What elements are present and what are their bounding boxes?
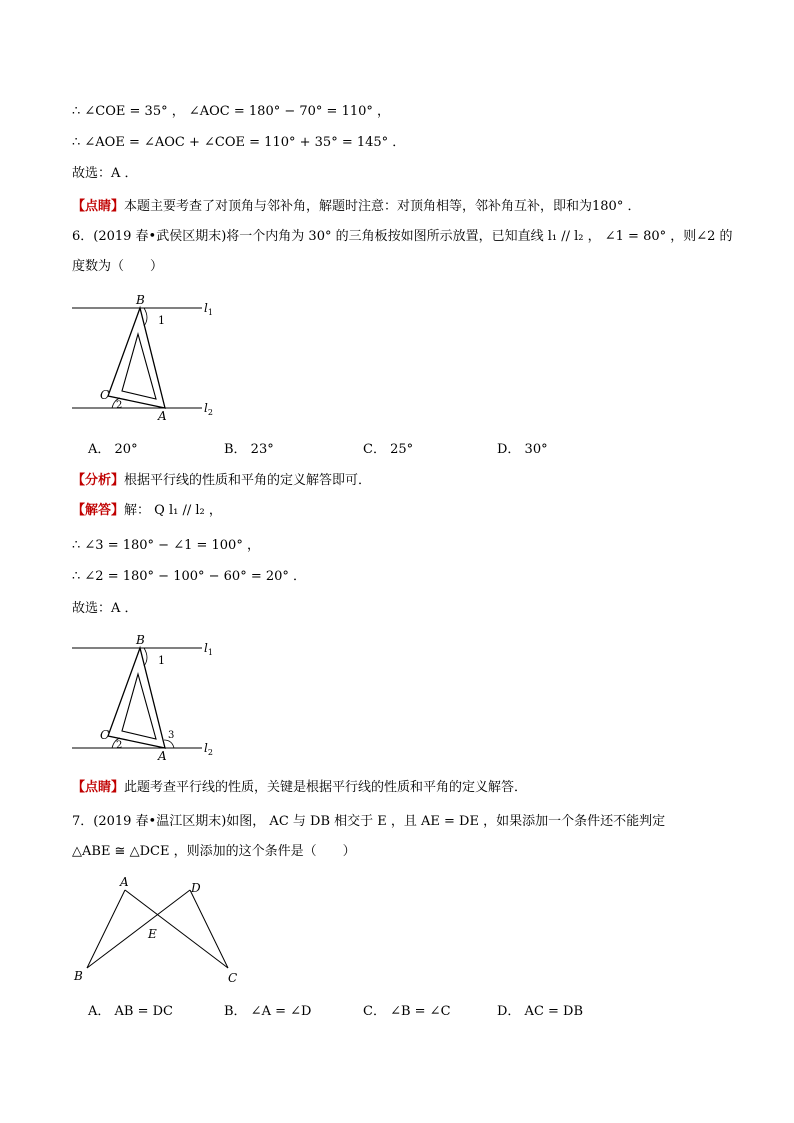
- label-A: A: [158, 749, 167, 763]
- q6-figure-2: [60, 628, 240, 768]
- q7-stem-line2: △ABE ≅ △DCE ，则添加的这个条件是（ ）: [72, 844, 356, 859]
- note-text: 此题考查平行线的性质，关键是根据平行线的性质和平角的定义解答．: [124, 780, 528, 795]
- q7-option-c: C． ∠B = ∠C: [363, 1004, 451, 1019]
- triangle-outer: [108, 648, 165, 748]
- q6-option-c: C． 25°: [363, 442, 414, 457]
- q6-option-d: D． 30°: [497, 442, 548, 457]
- q6-solution-line: [72, 502, 222, 520]
- label-A: A: [120, 875, 129, 889]
- answer-line: 故选：A ．: [72, 166, 138, 181]
- label-C: C: [100, 728, 110, 742]
- q6-stem-line1: 6．(2019 春•武侯区期末)将一个内角为 30° 的三角板按如图所示放置，已知直线 l₁ // l₂ ， ∠1 = 80° ，则∠2 的: [72, 229, 733, 244]
- q7-option-b: B． ∠A = ∠D: [224, 1004, 312, 1019]
- math-line-aoe: ∴ ∠AOE = ∠AOC + ∠COE = 110° + 35° = 145° ．: [72, 135, 406, 150]
- note-line: [72, 198, 640, 216]
- triangle-outer: [108, 308, 165, 408]
- q7-stem-line1: 7．(2019 春•温江区期末)如图， AC 与 DB 相交于 E ，且 AE = DE ，如果添加一个条件还不能判定: [72, 814, 666, 829]
- label-D: D: [191, 881, 201, 895]
- math-line-coe: ∴ ∠COE = 35° ， ∠AOC = 180° − 70° = 110° ，: [72, 104, 391, 119]
- q6-option-b: B． 23°: [224, 442, 274, 457]
- q6-figure-1: [60, 288, 240, 428]
- label-angle-2: 2: [116, 400, 123, 411]
- label-angle-3: 3: [168, 730, 175, 741]
- q7-figure: [70, 872, 250, 992]
- segment-DB: [87, 890, 190, 968]
- segment-DC: [190, 890, 228, 968]
- q6-stem-line2: 度数为（ ）: [72, 259, 164, 274]
- label-B: B: [136, 633, 145, 647]
- label-l2: $l_2$: [204, 741, 213, 757]
- note-tag: 【点睛】: [72, 780, 125, 795]
- q7-option-a: A． AB = DC: [88, 1004, 173, 1019]
- analysis-text: 根据平行线的性质和平角的定义解答即可．: [124, 473, 372, 488]
- label-B: B: [136, 293, 145, 307]
- note-text: 本题主要考查了对顶角与邻补角，解题时注意：对顶角相等，邻补角互补，即和为180° ．: [124, 199, 641, 214]
- segment-AB: [87, 890, 125, 968]
- solution-tag: 【解答】: [72, 503, 125, 518]
- label-C: C: [100, 388, 110, 402]
- angle-3-arc: [164, 740, 174, 748]
- label-angle-1: 1: [158, 314, 165, 327]
- label-l1: $l_1$: [204, 301, 213, 317]
- label-A: A: [158, 409, 167, 423]
- label-B: B: [74, 969, 83, 983]
- segment-AC: [125, 890, 228, 968]
- q6-analysis-line: [72, 472, 371, 490]
- label-C: C: [228, 971, 238, 985]
- label-l2: $l_2$: [204, 401, 213, 417]
- note-tag: 【点睛】: [72, 199, 125, 214]
- solution-text: 解： Q l₁ // l₂ ，: [124, 503, 222, 518]
- label-angle-1: 1: [158, 654, 165, 667]
- q6-option-a: A． 20°: [88, 442, 138, 457]
- q6-note-line: [72, 779, 527, 797]
- label-angle-2: 2: [116, 740, 123, 751]
- q6-answer: 故选：A ．: [72, 601, 138, 616]
- analysis-tag: 【分析】: [72, 473, 125, 488]
- label-l1: $l_1$: [204, 641, 213, 657]
- label-E: E: [148, 927, 157, 941]
- q6-step2: ∴ ∠2 = 180° − 100° − 60° = 20° ．: [72, 569, 307, 584]
- q6-step1: ∴ ∠3 = 180° − ∠1 = 100° ，: [72, 538, 260, 553]
- q7-option-d: D． AC = DB: [497, 1004, 584, 1019]
